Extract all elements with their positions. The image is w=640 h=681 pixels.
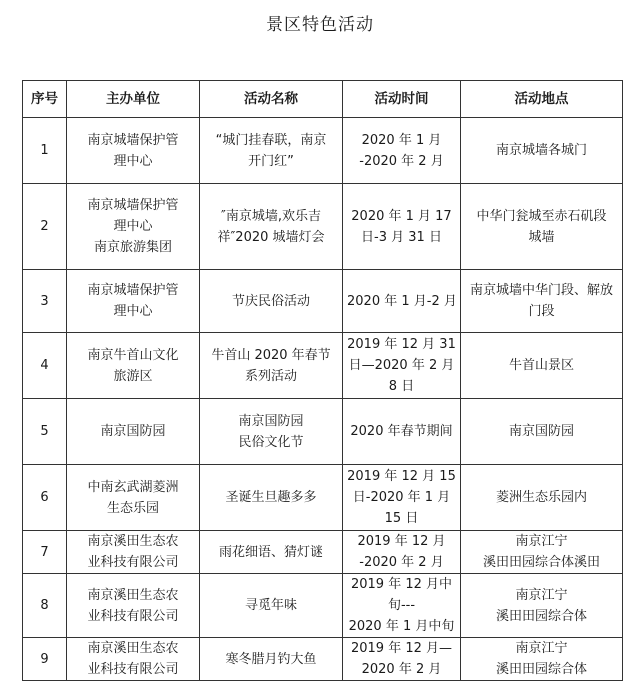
cell-place-line: 南京城墙中华门段、解放 — [469, 283, 613, 298]
cell-no-line: 4 — [40, 358, 49, 373]
cell-no-line: 8 — [40, 598, 49, 613]
cell-name-line: 寻觅年味 — [244, 598, 297, 613]
cell-time-line: -2020 年 2 月 — [359, 153, 444, 169]
cell-time — [343, 574, 461, 638]
cell-name — [200, 333, 343, 399]
cell-name-line: 祥″2020 城墙灯会 — [217, 229, 325, 245]
cell-no-line: 3 — [40, 293, 49, 309]
cell-name-line: 南京国防园 — [238, 413, 304, 429]
cell-no-line: 6 — [40, 490, 49, 505]
table-row — [23, 333, 623, 399]
cell-place-line: 牛首山景区 — [508, 358, 574, 373]
header-place: 活动地点 — [461, 81, 623, 118]
cell-name — [200, 465, 343, 531]
cell-place-line: 南京江宁 — [515, 534, 568, 549]
cell-host-line: 生态乐园 — [106, 500, 159, 516]
cell-place-line: 菱洲生态乐园内 — [495, 490, 587, 505]
cell-name-line: 牛首山 2020 年春节 — [211, 347, 331, 363]
cell-place-line: 溪田田园综合体 — [495, 608, 587, 624]
cell-place — [461, 333, 623, 399]
cell-host — [67, 399, 200, 465]
cell-time-line: 旬--- — [387, 598, 416, 613]
cell-name-line: 雨花细语、猜灯谜 — [218, 544, 323, 560]
header-name: 活动名称 — [200, 81, 343, 118]
cell-place — [461, 531, 623, 574]
cell-name — [200, 399, 343, 465]
cell-time-line: 8 日 — [388, 379, 415, 394]
cell-host-line: 业科技有限公司 — [87, 555, 179, 570]
cell-host — [67, 638, 200, 681]
cell-host-line: 南京溪田生态农 — [87, 587, 179, 603]
cell-time — [343, 333, 461, 399]
cell-place — [461, 184, 623, 270]
cell-host-line: 中南玄武湖菱洲 — [87, 479, 179, 495]
cell-host-line: 南京溪田生态农 — [87, 534, 179, 549]
cell-name-line: 民俗文化节 — [238, 434, 304, 450]
cell-name-line: 寒冬腊月钓大鱼 — [225, 651, 317, 667]
cell-host — [67, 465, 200, 531]
table-header-row — [23, 81, 623, 118]
cell-time-line: 2019 年 12 月中 — [350, 577, 453, 592]
cell-time — [343, 184, 461, 270]
cell-time-line: 日—2020 年 2 月 — [348, 358, 455, 373]
header-no: 序号 — [23, 81, 67, 118]
cell-no — [23, 333, 67, 399]
table-row — [23, 574, 623, 638]
cell-no — [23, 270, 67, 333]
cell-name-line: 开门红” — [248, 153, 294, 169]
cell-time-line: 日-2020 年 1 月 — [352, 490, 451, 505]
cell-name — [200, 531, 343, 574]
header-time: 活动时间 — [343, 81, 461, 118]
cell-time-line: 日-3 月 31 日 — [361, 229, 442, 245]
cell-name — [200, 270, 343, 333]
table-row — [23, 399, 623, 465]
cell-host-line: 南京国防园 — [100, 424, 166, 439]
cell-host — [67, 184, 200, 270]
table-row — [23, 638, 623, 681]
cell-time — [343, 531, 461, 574]
table-row — [23, 465, 623, 531]
cell-place — [461, 465, 623, 531]
table-body — [23, 118, 623, 681]
cell-no-line: 5 — [40, 424, 49, 439]
cell-no-line: 2 — [40, 219, 49, 234]
cell-time-line: 2020 年 1 月 — [361, 132, 442, 148]
cell-place-line: 南京城墙各城门 — [495, 143, 587, 158]
cell-place-line: 溪田田园综合体溪田 — [482, 555, 600, 570]
cell-host-line: 南京城墙保护管 — [87, 198, 179, 213]
cell-host-line: 南京城墙保护管 — [87, 132, 179, 148]
table-row — [23, 184, 623, 270]
cell-name-line: 圣诞生旦趣多多 — [225, 490, 317, 505]
cell-place-line: 南京江宁 — [515, 587, 568, 603]
cell-no-line: 9 — [40, 651, 49, 667]
cell-place-line: 南京江宁 — [515, 641, 568, 656]
cell-host-line: 南京旅游集团 — [93, 240, 172, 255]
cell-no — [23, 399, 67, 465]
cell-no — [23, 638, 67, 681]
cell-place-line: 中华门瓮城至赤石矶段 — [476, 208, 607, 224]
cell-host-line: 旅游区 — [113, 368, 153, 384]
header-host: 主办单位 — [67, 81, 200, 118]
cell-name-line: ″南京城墙,欢乐吉 — [221, 208, 321, 224]
table-row — [23, 118, 623, 184]
cell-no — [23, 531, 67, 574]
cell-place-line: 南京国防园 — [508, 424, 574, 439]
cell-name — [200, 184, 343, 270]
cell-no-line: 1 — [40, 143, 49, 158]
page-title: 景区特色活动 — [266, 15, 374, 35]
cell-place — [461, 270, 623, 333]
cell-time-line: 2019 年 12 月 15 — [347, 469, 456, 484]
cell-time-line: 2020 年 2 月 — [361, 662, 442, 677]
cell-name — [200, 574, 343, 638]
cell-time-line: 2019 年 12 月 — [357, 534, 446, 549]
activities-table — [22, 80, 623, 681]
cell-time-line: 2019 年 12 月 31 — [347, 337, 456, 352]
cell-time — [343, 270, 461, 333]
table-row — [23, 531, 623, 574]
cell-place — [461, 638, 623, 681]
cell-time — [343, 118, 461, 184]
cell-place-line: 溪田田园综合体 — [495, 662, 587, 677]
cell-no — [23, 184, 67, 270]
cell-time — [343, 465, 461, 531]
cell-host — [67, 574, 200, 638]
cell-host — [67, 118, 200, 184]
cell-place — [461, 399, 623, 465]
table-row — [23, 270, 623, 333]
cell-time-line: 2020 年 1 月 17 — [351, 208, 452, 224]
cell-name-line: 节庆民俗活动 — [231, 293, 310, 309]
cell-host — [67, 333, 200, 399]
cell-host — [67, 531, 200, 574]
cell-no — [23, 465, 67, 531]
cell-name — [200, 638, 343, 681]
cell-host — [67, 270, 200, 333]
cell-place-line: 门段 — [528, 304, 555, 319]
cell-time-line: -2020 年 2 月 — [359, 555, 444, 570]
cell-place-line: 城墙 — [528, 229, 555, 245]
cell-host-line: 南京城墙保护管 — [87, 283, 179, 298]
cell-host-line: 南京牛首山文化 — [87, 347, 179, 363]
cell-host-line: 理中心 — [113, 304, 153, 319]
cell-name — [200, 118, 343, 184]
cell-no — [23, 118, 67, 184]
cell-place — [461, 574, 623, 638]
cell-no — [23, 574, 67, 638]
cell-time-line: 2020 年 1 月-2 月 — [347, 293, 457, 309]
cell-name-line: “城门挂春联，南京 — [215, 132, 327, 148]
cell-time-line: 2020 年 1 月中旬 — [348, 619, 455, 634]
cell-time-line: 2019 年 12 月— — [350, 641, 453, 656]
cell-time-line: 2020 年春节期间 — [350, 424, 453, 439]
cell-place — [461, 118, 623, 184]
cell-time — [343, 399, 461, 465]
cell-host-line: 理中心 — [113, 219, 153, 234]
cell-host-line: 理中心 — [113, 153, 153, 169]
cell-time-line: 15 日 — [384, 511, 419, 526]
cell-host-line: 南京溪田生态农 — [87, 641, 179, 656]
cell-host-line: 业科技有限公司 — [87, 608, 179, 624]
cell-name-line: 系列活动 — [244, 368, 297, 384]
cell-no-line: 7 — [40, 544, 49, 560]
cell-time — [343, 638, 461, 681]
cell-host-line: 业科技有限公司 — [87, 662, 179, 677]
